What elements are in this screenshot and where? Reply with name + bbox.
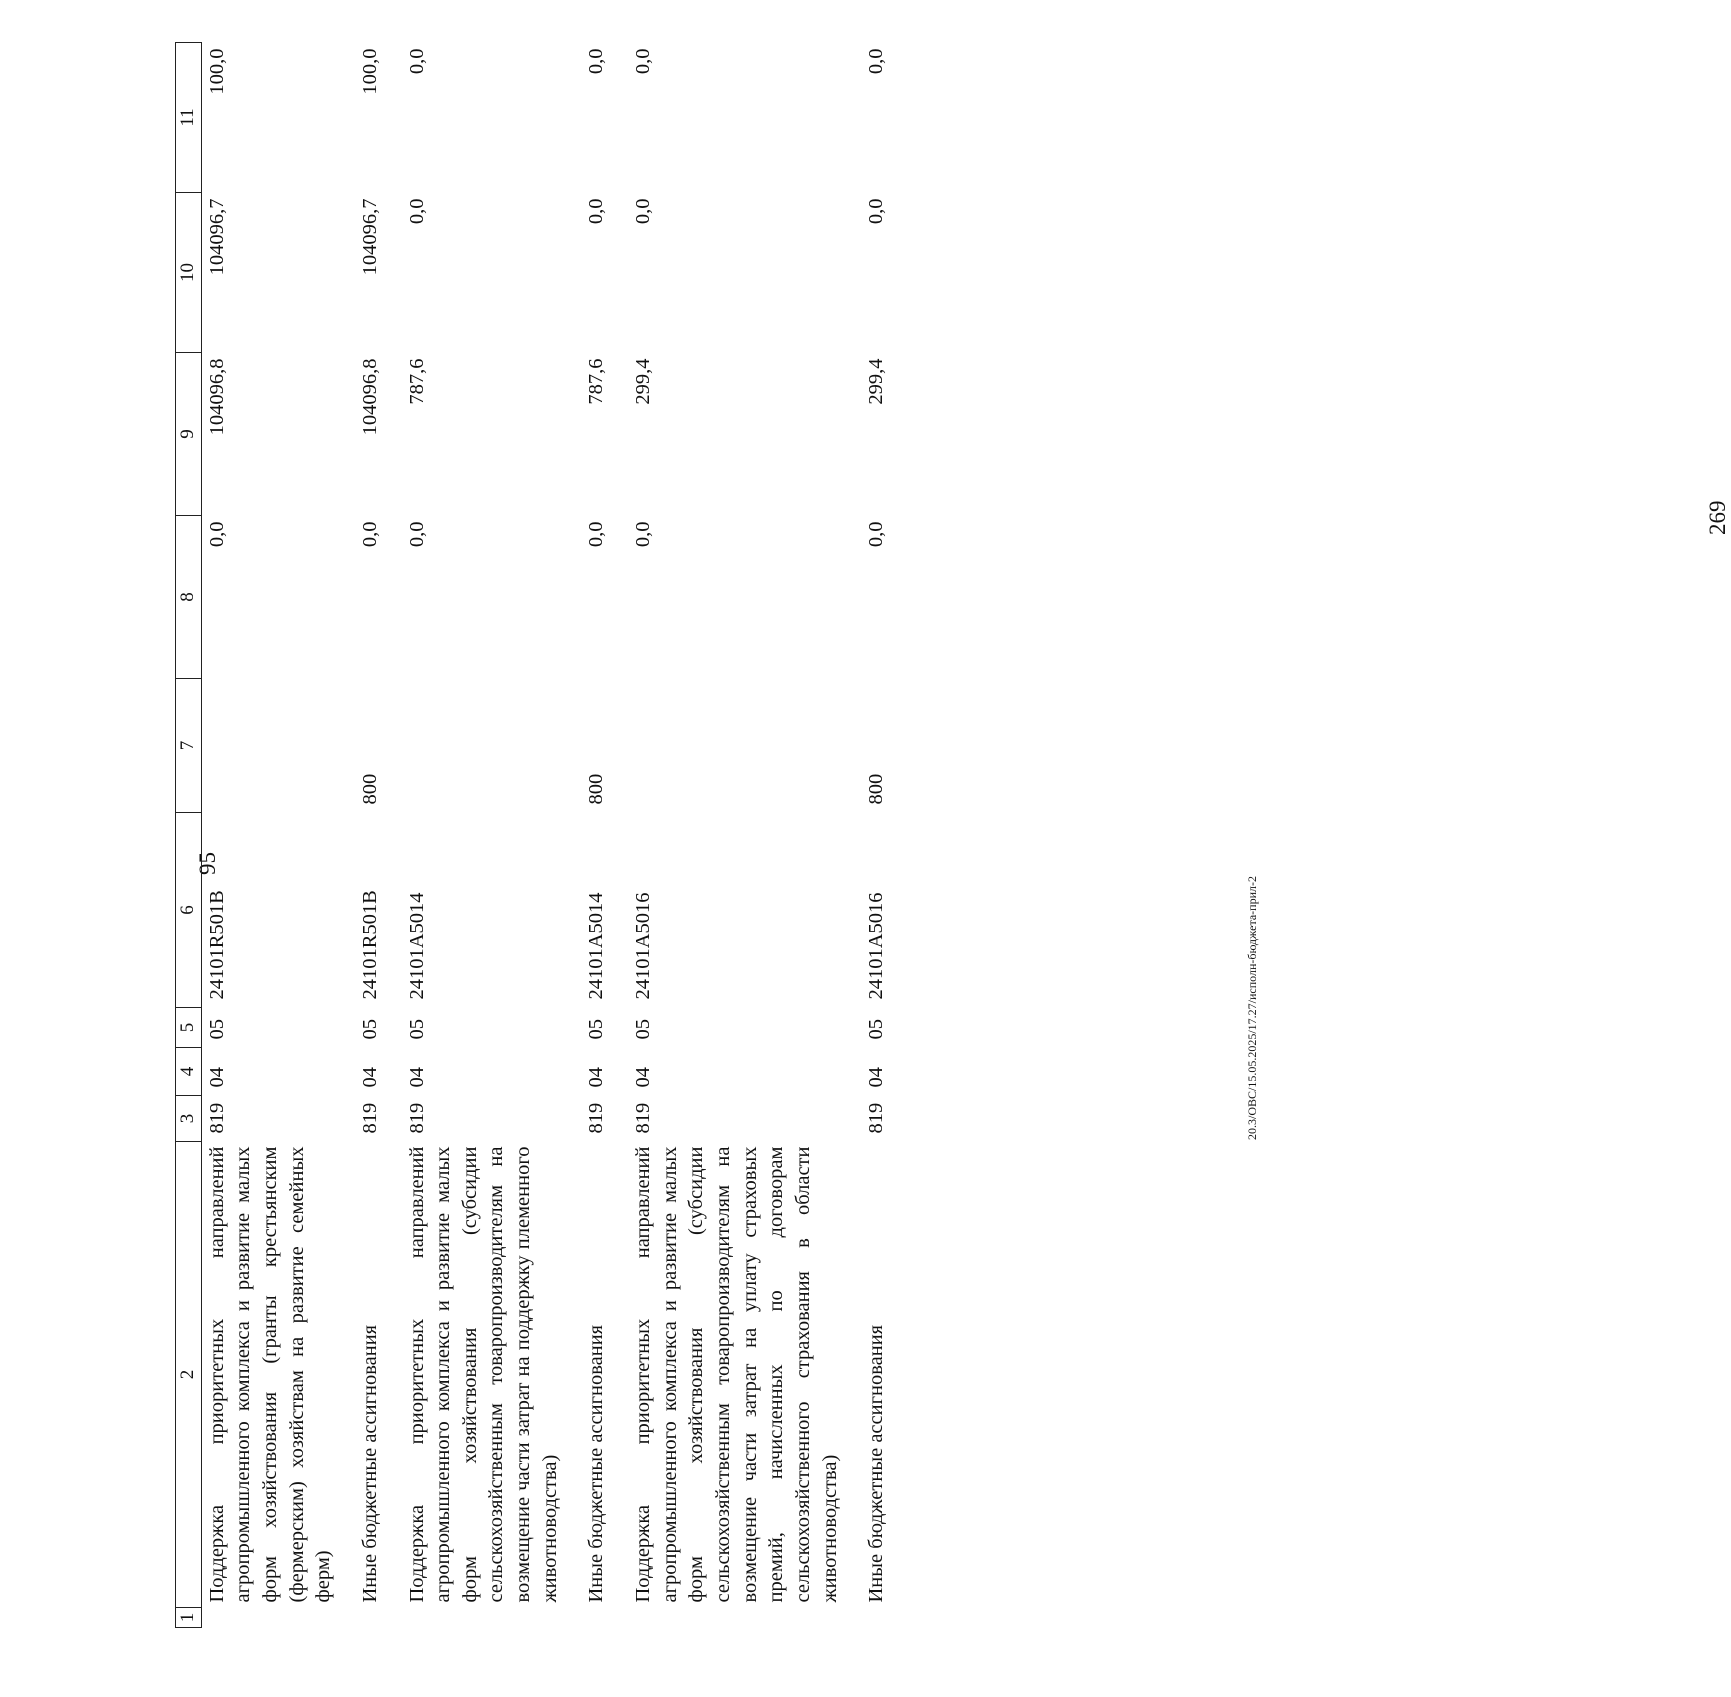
cell-col10: 0,0 <box>632 198 655 225</box>
table-row <box>402 43 582 1628</box>
cell-target-article: 24101R501В <box>205 890 228 1000</box>
cell-expense-type <box>402 679 582 813</box>
cell-expense-type: 800 <box>585 773 608 805</box>
cell-section: 04 <box>585 1067 608 1088</box>
column-header: 5 <box>176 1008 202 1048</box>
cell-admin-code: 819 <box>865 1102 888 1134</box>
row-index-cell <box>402 1608 582 1628</box>
cell-col10: 104096,7 <box>358 198 381 276</box>
cell-col10: 104096,7 <box>205 198 228 276</box>
cell-subsection: 05 <box>585 1019 608 1040</box>
cell-target-article: 24101А5014 <box>405 892 428 1000</box>
column-header: 2 <box>176 1142 202 1608</box>
column-header: 6 <box>176 813 202 1008</box>
cell-col9: 787,6 <box>585 358 608 405</box>
column-header: 4 <box>176 1048 202 1096</box>
cell-admin-code: 819 <box>585 1102 608 1134</box>
row-name: Иные бюджетные ассигнования <box>585 1324 608 1603</box>
row-name: Поддержка приоритетных направлений агропромышленного комплекса и развитие малых форм хозяйствования (субсидии сельскохозяйственным товаропроизводителям на возмещение части затрат на уплату страховых премий, начисленных по договорам сельскохозяйственного страхования в области животноводства) <box>632 1146 841 1603</box>
column-header: 7 <box>176 679 202 813</box>
column-header: 8 <box>176 516 202 679</box>
page-number: 95 <box>195 852 220 875</box>
cell-section: 04 <box>632 1067 655 1088</box>
cell-col8: 0,0 <box>405 521 428 548</box>
budget-table <box>175 42 908 1628</box>
row-name: Иные бюджетные ассигнования <box>358 1324 381 1603</box>
cell-section: 04 <box>865 1067 888 1088</box>
cell-col10: 0,0 <box>865 198 888 225</box>
cell-col11: 0,0 <box>405 48 428 75</box>
column-header: 10 <box>176 193 202 353</box>
cell-col9: 104096,8 <box>358 358 381 436</box>
row-name: Иные бюджетные ассигнования <box>865 1324 888 1603</box>
cell-section: 04 <box>405 1067 428 1088</box>
table-row <box>861 43 908 1628</box>
cell-col8: 0,0 <box>632 521 655 548</box>
cell-admin-code: 819 <box>205 1102 228 1134</box>
cell-col10: 0,0 <box>405 198 428 225</box>
table-row <box>581 43 628 1628</box>
cell-admin-code: 819 <box>405 1102 428 1134</box>
cell-col8: 0,0 <box>205 521 228 548</box>
cell-target-article: 24101А5016 <box>632 892 655 1000</box>
table-header-row <box>176 43 202 1628</box>
cell-expense-type <box>201 679 355 813</box>
cell-section: 04 <box>358 1067 381 1088</box>
row-name: Поддержка приоритетных направлений агропромышленного комплекса и развитие малых форм хозяйствования (субсидии сельскохозяйственным товаропроизводителям на возмещение части затрат на поддержку племенного животноводства) <box>405 1146 561 1603</box>
cell-col10: 0,0 <box>585 198 608 225</box>
row-index-cell <box>581 1608 628 1628</box>
row-index-cell <box>628 1608 861 1628</box>
row-index-cell <box>861 1608 908 1628</box>
cell-admin-code: 819 <box>358 1102 381 1134</box>
cell-expense-type: 800 <box>865 773 888 805</box>
cell-section: 04 <box>205 1067 228 1088</box>
cell-col9: 299,4 <box>865 358 888 405</box>
cell-subsection: 05 <box>358 1019 381 1040</box>
document-code: 20.3/ОВС/15.05.2025/17.27/исполн-бюджета-прил-2 <box>1245 876 1259 1140</box>
cell-target-article: 24101А5016 <box>865 892 888 1000</box>
cell-col11: 0,0 <box>585 48 608 75</box>
cell-col8: 0,0 <box>358 521 381 548</box>
cell-col11: 100,0 <box>358 48 381 95</box>
cell-col9: 104096,8 <box>205 358 228 436</box>
cell-subsection: 05 <box>405 1019 428 1040</box>
cell-target-article: 24101R501В <box>358 890 381 1000</box>
cell-subsection: 05 <box>632 1019 655 1040</box>
cell-col11: 0,0 <box>865 48 888 75</box>
column-header: 3 <box>176 1096 202 1142</box>
cell-subsection: 05 <box>205 1019 228 1040</box>
row-index-cell <box>355 1608 402 1628</box>
sheet-number: 269 <box>1705 500 1730 535</box>
cell-col8: 0,0 <box>865 521 888 548</box>
cell-subsection: 05 <box>865 1019 888 1040</box>
cell-col11: 0,0 <box>632 48 655 75</box>
table-row <box>628 43 861 1628</box>
column-header: 11 <box>176 43 202 193</box>
cell-col9: 787,6 <box>405 358 428 405</box>
cell-col8: 0,0 <box>585 521 608 548</box>
table-row <box>201 43 355 1628</box>
cell-target-article: 24101А5014 <box>585 892 608 1000</box>
row-name: Поддержка приоритетных направлений агропромышленного комплекса и развитие малых форм хозяйствования (гранты крестьянским (фермерским) хозяйствам на развитие семейных ферм) <box>205 1146 335 1603</box>
cell-col11: 100,0 <box>205 48 228 95</box>
cell-expense-type: 800 <box>358 773 381 805</box>
cell-col9: 299,4 <box>632 358 655 405</box>
row-index-cell <box>201 1608 355 1628</box>
cell-admin-code: 819 <box>632 1102 655 1134</box>
column-header: 1 <box>176 1608 202 1628</box>
table-row <box>355 43 402 1628</box>
cell-expense-type <box>628 679 861 813</box>
column-header: 9 <box>176 353 202 516</box>
rotated-page <box>175 30 1730 1660</box>
